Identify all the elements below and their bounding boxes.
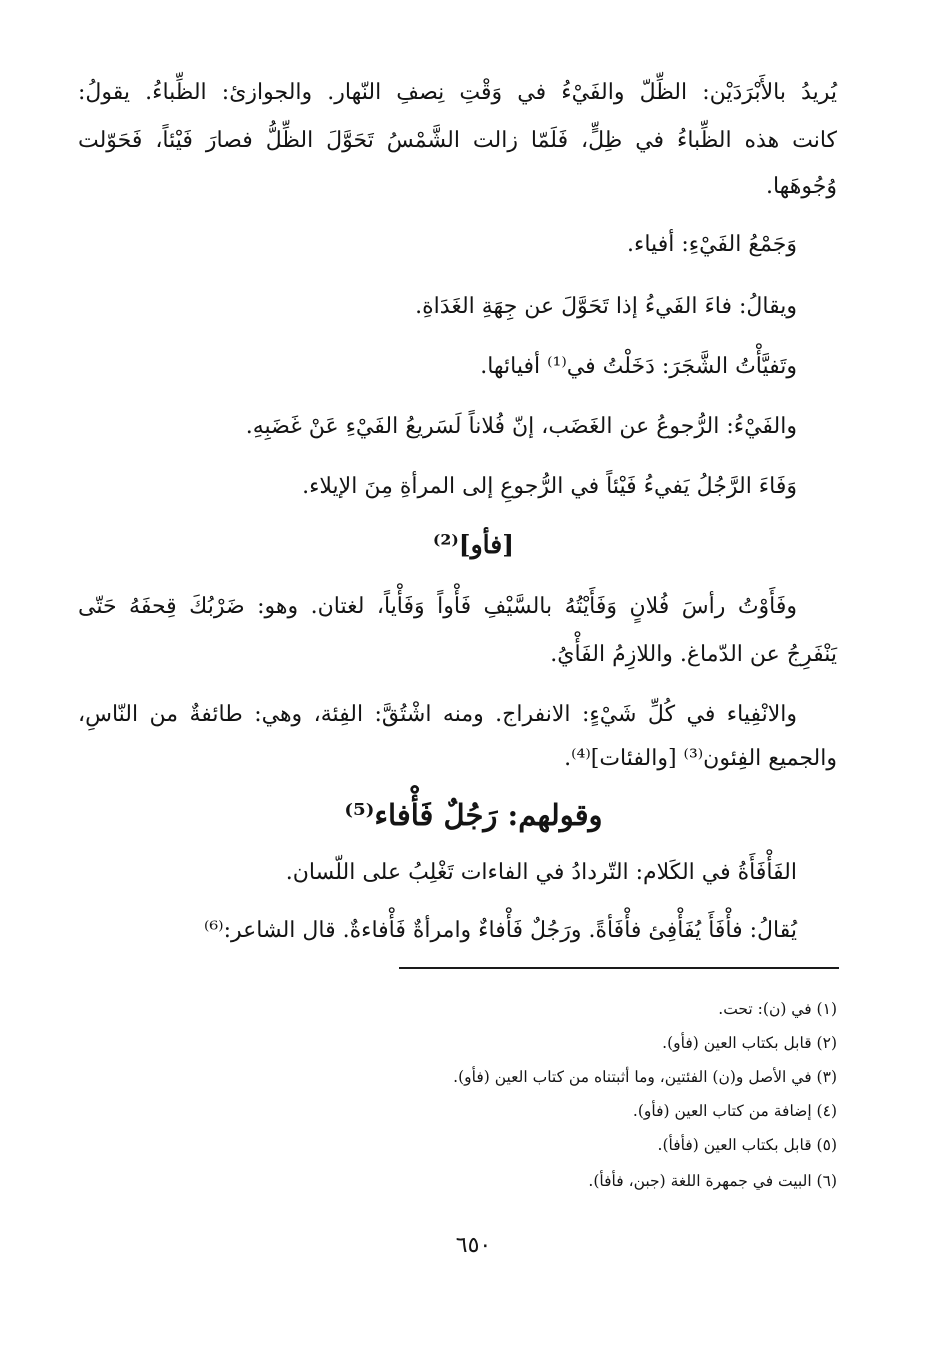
paragraph-line: وُجُوهَها. xyxy=(765,174,837,199)
paragraph-line: وَجَمْعُ الفَيْءِ: أفياء. xyxy=(627,232,797,257)
footnote: (٦) البيت في جمهرة اللغة (جبن، فأفأ). xyxy=(588,1172,837,1190)
paragraph-line: وَفَاءَ الرَّجُلُ يَفيءُ فَيْئاً في الرُّجوعِ إلى المرأةِ مِنَ الإيلاء. xyxy=(302,474,797,499)
footnote: (٥) قابل بكتاب العين (فأفأ). xyxy=(657,1136,837,1154)
paragraph-line: يَنْفَرِجُ عن الدّماغ. واللازِمُ الفَأْيُ. xyxy=(550,642,837,667)
paragraph-line: والجميع الفِئون⁽³⁾ [والفئات]⁽⁴⁾. xyxy=(564,746,837,771)
paragraph-line: والفَيْءُ: الرُّجوعُ عن الغَضَب، إنّ فُلاناً لَسَريعُ الفَيْءِ عَنْ غَضَبِهِ. xyxy=(245,414,797,439)
section-heading: وقولهم: رَجُلٌ فَأْفاء⁽⁵⁾ xyxy=(344,798,603,832)
footnote-separator xyxy=(399,967,839,969)
paragraph-line: الفَأْفَأَةُ في الكَلام: التّردادُ في الفاءات تَغْلِبُ على اللّسان. xyxy=(285,860,797,885)
paragraph-line: وتَفيَّأْتُ الشَّجَرَ: دَخَلْتُ في⁽¹⁾ أفيائها. xyxy=(480,354,797,379)
footnote: (٣) في الأصل و(ن) الفئتين، وما أثبتناه من كتاب العين (فأو). xyxy=(453,1068,837,1086)
section-heading: [فأو]⁽²⁾ xyxy=(432,530,515,559)
paragraph-line: يُقالُ: فأْفَأَ يُفَأْفِئ فأْفَأةً. ورَجُلٌ فَأْفاءٌ وامرأةٌ فَأْفاءةٌ. قال الشاعر:⁽⁶⁾ xyxy=(203,918,797,943)
paragraph-line: ويقالُ: فاءَ الفَيءُ إذا تَحَوَّلَ عن جِهَةِ الغَدَاةِ. xyxy=(415,294,797,319)
footnote: (١) في (ن): تحت. xyxy=(718,1000,837,1018)
footnote: (٤) إضافة من كتاب العين (فأو). xyxy=(632,1102,837,1120)
paragraph-line: كانت هذه الظِّباءُ في ظِلٍّ، فَلَمّا زالت الشَّمْسُ تَحَوَّلَ الظِّلُّ فصارَ فَيْئاً، فَحَوّلت xyxy=(78,128,837,153)
footnote: (٢) قابل بكتاب العين (فأو). xyxy=(662,1034,837,1052)
page-number: ٦٥٠ xyxy=(455,1233,492,1258)
paragraph-line: يُريدُ بالأَبْرَدَيْن: الظِّلّ والفَيْءُ في وَقْتِ نِصفِ النّهار. والجوازئ: الظِّباءُ. يقولُ: xyxy=(78,80,837,105)
paragraph-line: والانْفِياء في كُلِّ شَيْءٍ: الانفراج. ومنه اشْتُقَّ: الفِئة، وهي: طائفةٌ من النّاسِ، xyxy=(78,702,797,727)
paragraph-line: وفَأَوْتُ رأسَ فُلانٍ وَفَأَيْتُهُ بالسَّيْفِ فَأْواً وَفَأْياً، لغتان. وهو: ضَرْبُكَ قِحفَهُ حَتّى xyxy=(78,594,797,619)
